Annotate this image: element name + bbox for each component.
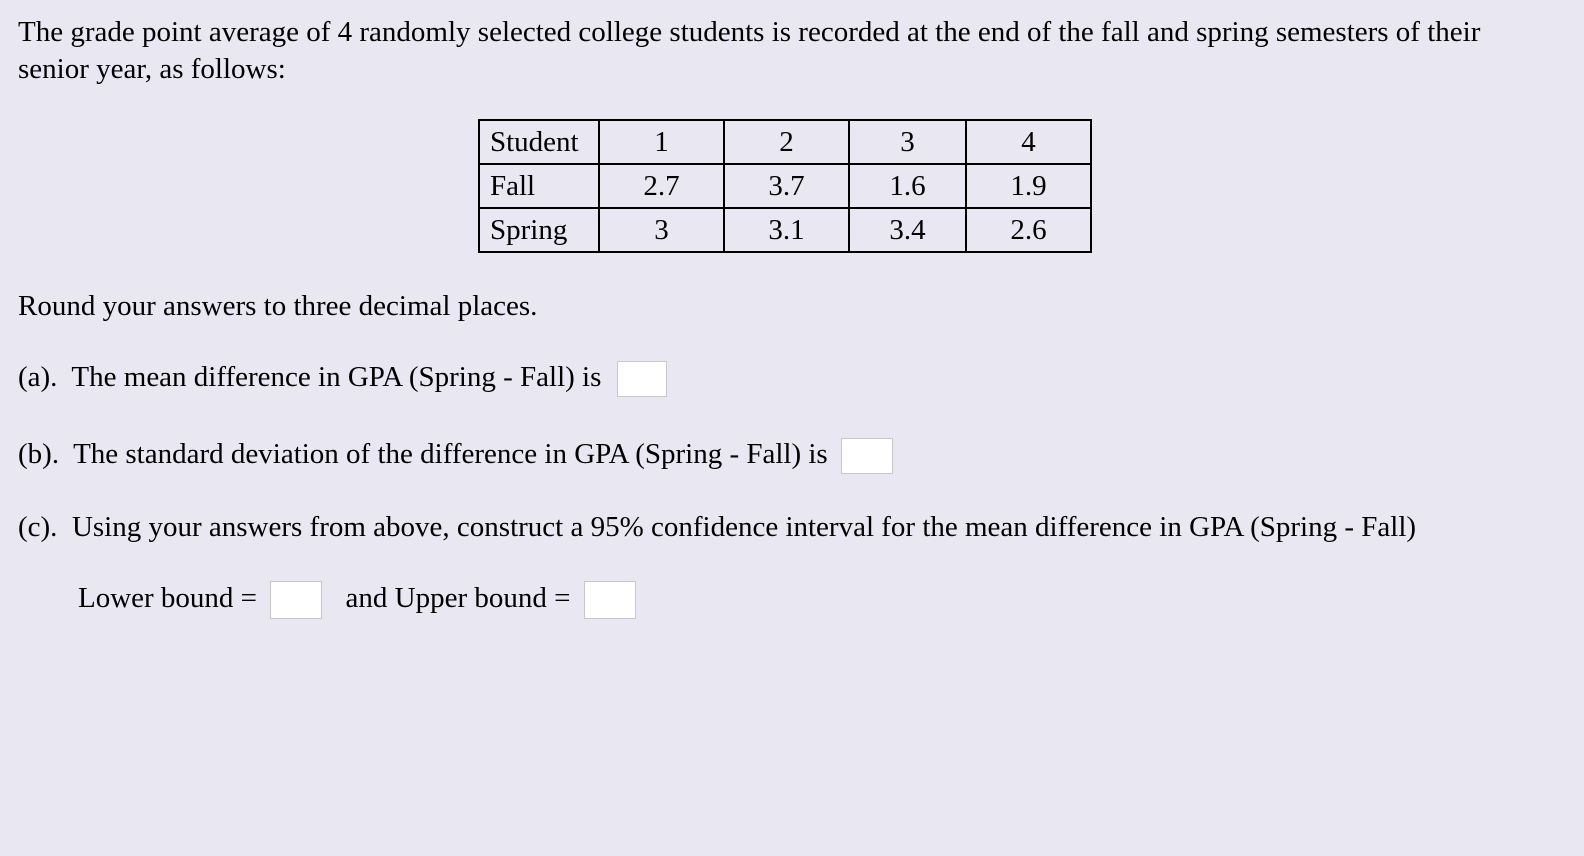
upper-bound-input[interactable]: [584, 581, 636, 619]
table-cell: Student: [479, 120, 599, 164]
table-cell: Fall: [479, 164, 599, 208]
table-cell: 3: [849, 120, 966, 164]
table-cell: 1.6: [849, 164, 966, 208]
question-a: [18, 359, 667, 397]
table-row-fall: [479, 164, 1091, 208]
table-cell: 3.7: [724, 164, 849, 208]
question-c-text: Using your answers from above, construct a 95% confidence interval for the mean difference in GPA (Spring - Fall): [71, 511, 1417, 543]
confidence-interval-row: [78, 580, 636, 619]
question-c: [18, 509, 1416, 545]
table-cell: 2: [724, 120, 849, 164]
gpa-table: [478, 119, 1092, 253]
table-row-spring: [479, 208, 1091, 252]
table-cell: 1.9: [966, 164, 1091, 208]
table-cell: 3: [599, 208, 724, 252]
problem-intro: The grade point average of 4 randomly selected college students is recorded at the end of the fall and spring semesters of their senior year, as follows:: [18, 16, 1481, 85]
table-cell: 2.7: [599, 164, 724, 208]
question-b-text: The standard deviation of the difference in GPA (Spring - Fall) is: [73, 438, 828, 470]
table-cell: 3.1: [724, 208, 849, 252]
table-cell: 3.4: [849, 208, 966, 252]
table-cell: 4: [966, 120, 1091, 164]
answer-b-input[interactable]: [841, 438, 893, 474]
table-cell: Spring: [479, 208, 599, 252]
answer-a-input[interactable]: [617, 361, 667, 397]
question-a-label: (a).: [18, 361, 58, 393]
table-header-row: [479, 120, 1091, 164]
table-cell: 2.6: [966, 208, 1091, 252]
table-cell: 1: [599, 120, 724, 164]
question-c-label: (c).: [18, 511, 58, 543]
rounding-instruction: Round your answers to three decimal places.: [18, 290, 538, 322]
lower-bound-input[interactable]: [270, 581, 322, 619]
question-a-text: The mean difference in GPA (Spring - Fall) is: [71, 361, 602, 393]
upper-bound-label: and Upper bound =: [345, 582, 571, 614]
question-b-label: (b).: [18, 438, 60, 470]
lower-bound-label: Lower bound =: [78, 582, 258, 614]
question-b: [18, 436, 893, 474]
